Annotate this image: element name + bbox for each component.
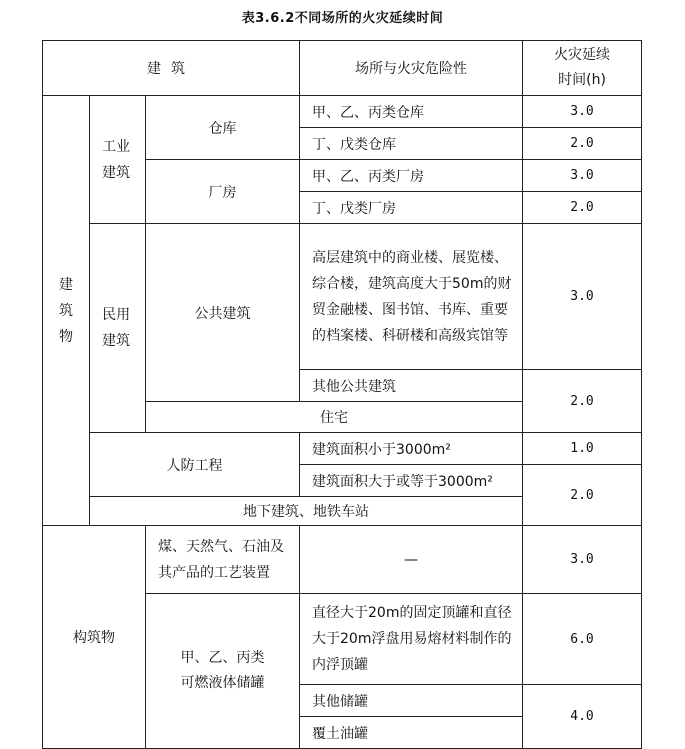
place-cell: 直径大于20m的固定顶罐和直径大于20m浮盘用易熔材料制作的内浮顶罐 xyxy=(300,594,523,685)
time-cell: 4.0 xyxy=(523,685,642,749)
fire-duration-table xyxy=(42,40,642,749)
header-building: 建筑 xyxy=(43,41,300,96)
place-cell: 建筑面积小于3000m² xyxy=(300,433,523,465)
category-buildings: 建筑物 xyxy=(43,96,90,526)
type-residential: 住宅 xyxy=(146,402,523,433)
type-process-unit: 煤、天然气、石油及其产品的工艺装置 xyxy=(146,526,300,594)
time-cell: 1.0 xyxy=(523,433,642,465)
time-cell: 3.0 xyxy=(523,224,642,370)
place-cell: 覆土油罐 xyxy=(300,717,523,749)
subcategory-civil: 民用建筑 xyxy=(90,224,146,433)
type-flammable-tanks: 甲、乙、丙类 可燃液体储罐 xyxy=(146,594,300,749)
time-cell: 2.0 xyxy=(523,192,642,224)
time-cell: 6.0 xyxy=(523,594,642,685)
table-row xyxy=(43,526,642,594)
type-warehouse: 仓库 xyxy=(146,96,300,160)
type-underground: 地下建筑、地铁车站 xyxy=(90,497,523,526)
type-public-building: 公共建筑 xyxy=(146,224,300,402)
place-cell: 甲、乙、丙类厂房 xyxy=(300,160,523,192)
table-title: 表3.6.2不同场所的火灾延续时间 xyxy=(241,11,444,26)
place-cell: 高层建筑中的商业楼、展览楼、综合楼，建筑高度大于50m的财贸金融楼、图书馆、书库、重要的档案楼、科研楼和高级宾馆等 xyxy=(300,224,523,370)
time-cell: 2.0 xyxy=(523,465,642,526)
time-cell: 3.0 xyxy=(523,96,642,128)
place-cell: 甲、乙、丙类仓库 xyxy=(300,96,523,128)
type-plant: 厂房 xyxy=(146,160,300,224)
header-row xyxy=(43,41,642,96)
header-duration: 火灾延续 时间(h) xyxy=(523,41,642,96)
subcategory-civil-defense: 人防工程 xyxy=(90,433,300,497)
table-row xyxy=(43,96,642,128)
table-row xyxy=(43,224,642,370)
subcategory-industrial: 工业建筑 xyxy=(90,96,146,224)
table-row xyxy=(43,433,642,465)
place-cell: 丁、戊类厂房 xyxy=(300,192,523,224)
place-cell: 建筑面积大于或等于3000m² xyxy=(300,465,523,497)
header-place-hazard: 场所与火灾危险性 xyxy=(300,41,523,96)
place-cell: 丁、戊类仓库 xyxy=(300,128,523,160)
time-cell: 2.0 xyxy=(523,370,642,433)
time-cell: 3.0 xyxy=(523,526,642,594)
category-structures: 构筑物 xyxy=(43,526,146,749)
place-cell: 其他公共建筑 xyxy=(300,370,523,402)
place-cell: 其他储罐 xyxy=(300,685,523,717)
place-cell: — xyxy=(300,526,523,594)
time-cell: 2.0 xyxy=(523,128,642,160)
time-cell: 3.0 xyxy=(523,160,642,192)
